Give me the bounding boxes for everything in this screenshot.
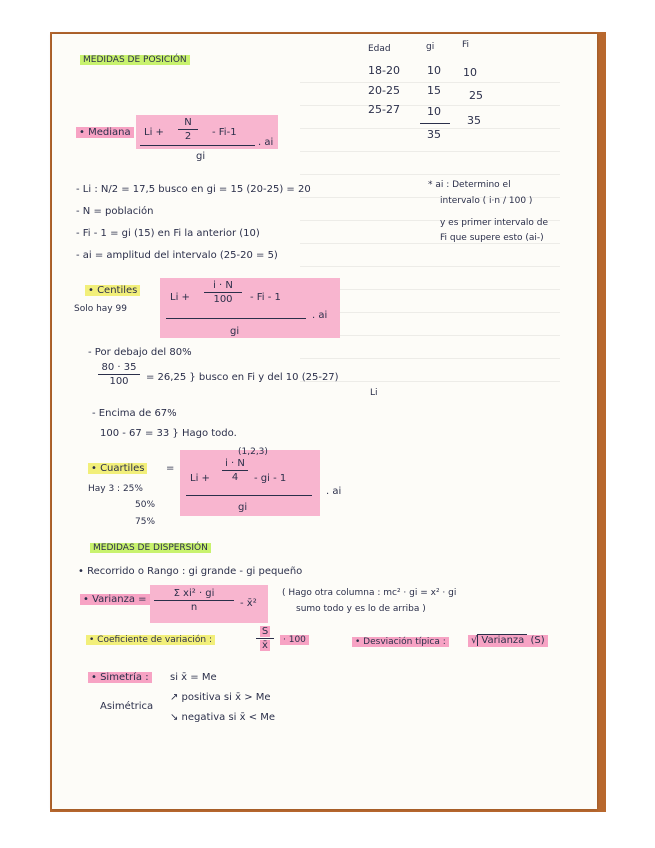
table-sum-line [420,123,450,124]
cuartiles-75: 75% [135,517,156,527]
centiles-label: • Centiles [85,285,140,297]
note-n: - N = población [76,206,154,217]
recorrido-line: • Recorrido o Rango : gi grande - gi pequeño [78,566,303,577]
table-cell: 15 [427,84,441,97]
side-note-3: y es primer intervalo de [440,218,548,228]
note-fi1: - Fi - 1 = gi (15) en Fi la anterior (10) [76,228,260,239]
centiles-sub: Solo hay 99 [74,304,127,314]
mediana-ai: . ai [258,137,274,148]
cuartiles-gi1: - gi - 1 [254,473,287,484]
centiles-note-fraction: 80 · 35 100 [98,362,140,387]
centiles-ai: . ai [312,310,328,321]
centiles-inner-fraction: i · N 100 [204,280,242,305]
side-note-4: Fi que supere esto (ai-) [440,233,544,243]
centiles-fi: - Fi - 1 [250,292,281,303]
varianza-tail: - x̄² [240,598,257,609]
centiles-li: Li + [170,292,190,303]
centiles-li-mark: Li [370,388,378,398]
desv-label: • Desviación típica : [352,637,449,648]
cuartiles-gi: gi [238,502,248,513]
table-cell: 18-20 [368,64,400,77]
table-cell: 25 [469,89,483,102]
cuartiles-ai: . ai [326,486,342,497]
mediana-label: • Mediana [76,127,134,139]
table-cell: 25-27 [368,103,400,116]
varianza-note-2: sumo todo y es lo de arriba ) [296,604,426,614]
side-note-1: * ai : Determino el [428,180,511,190]
highlight-centiles [160,278,340,338]
cuartiles-top-note: (1,2,3) [238,447,268,457]
mediana-fraction-bar [140,145,255,146]
coef-tail: · 100 [280,635,309,646]
mediana-fi: - Fi-1 [212,127,237,138]
table-cell: 20-25 [368,84,400,97]
cuartiles-inner-fraction: i · N 4 [222,458,248,483]
mediana-li: Li + [144,127,164,138]
table-header-edad: Edad [368,44,391,54]
cuartiles-50: 50% [135,500,156,510]
table-cell: 10 [427,64,441,77]
heading-posicion: MEDIDAS DE POSICIÓN [80,55,190,66]
cuartiles-fraction-bar [186,495,312,496]
cuartiles-label: • Cuartiles [88,463,147,475]
table-header-gi: gi [426,42,435,52]
coef-label: • Coeficiente de variación : [86,635,215,646]
table-cell: 10 [427,105,441,118]
centiles-note-1: - Por debajo del 80% [88,347,192,358]
asim-label: Asimétrica [100,701,154,712]
cuartiles-eq: = [166,463,175,474]
mediana-inner-fraction: N 2 [178,117,198,142]
note-li: - Li : N/2 = 17,5 busco en gi = 15 (20-25) = 20 [76,184,311,195]
table-cell: 10 [463,66,477,79]
varianza-label: • Varianza = [80,594,150,606]
varianza-note-1: ( Hago otra columna : mc² · gi = x² · gi [282,588,457,598]
table-header-fi: Fi [462,40,470,50]
asim-pos: ↗ positiva si x̄ > Me [170,692,271,703]
simetria-label: • Simetría : [88,672,152,684]
desv-formula: √ Varianza (S) [468,635,548,647]
centiles-note-3: - Encima de 67% [92,408,177,419]
centiles-note-result: = 26,25 } busco en Fi y del 10 (25-27) [146,372,339,383]
table-total: 35 [427,128,441,141]
coef-fraction: S x̄ [256,626,274,651]
centiles-note-4: 100 - 67 = 33 } Hago todo. [100,428,237,439]
centiles-gi: gi [230,326,240,337]
mediana-gi: gi [196,151,206,162]
note-ai: - ai = amplitud del intervalo (25-20 = 5) [76,250,278,261]
table-cell: 35 [467,114,481,127]
cuartiles-li: Li + [190,473,210,484]
asim-neg: ↘ negativa si x̄ < Me [170,712,276,723]
heading-dispersion: MEDIDAS DE DISPERSIÓN [90,543,211,554]
varianza-fraction: Σ xi² · gi n [154,588,234,613]
cuartiles-hay: Hay 3 : 25% [88,484,143,494]
centiles-fraction-bar [166,318,306,319]
simetria-val: si x̄ = Me [170,672,217,683]
side-note-2: intervalo ( i·n / 100 ) [440,196,533,206]
